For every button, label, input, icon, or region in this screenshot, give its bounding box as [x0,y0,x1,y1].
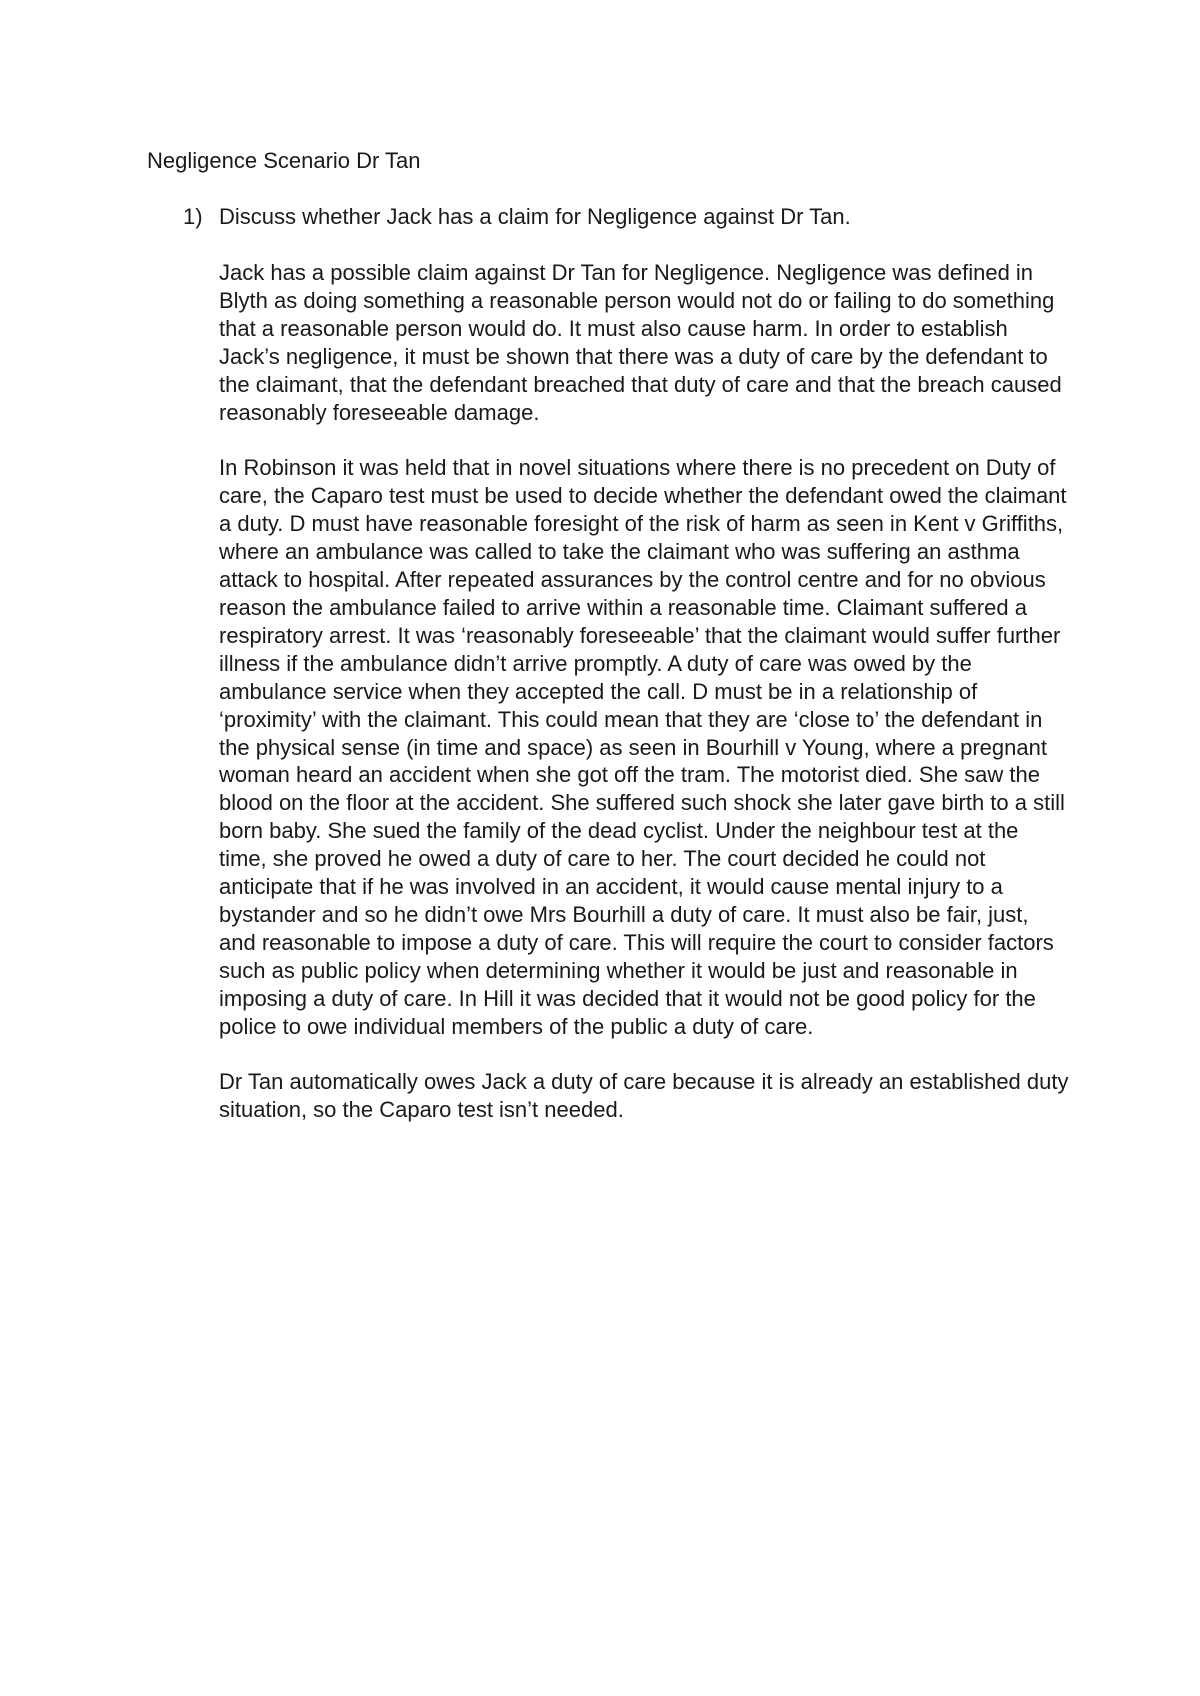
question-text: Discuss whether Jack has a claim for Negligence against Dr Tan. [219,204,851,229]
answer-body [219,259,1069,1124]
paragraph-caparo-test: In Robinson it was held that in novel situations where there is no precedent on Duty of care, the Caparo test must be used to decide whether the defendant owed the claimant a duty. D must have reasonable foresight of the risk of harm as seen in Kent v Griffiths, where an ambulance was called to take the claimant who was suffering an asthma attack to hospital. After repeated assurances by the control centre and for no obvious reason the ambulance failed to arrive within a reasonable time. Claimant suffered a respiratory arrest. It was ‘reasonably foreseeable’ that the claimant would suffer further illness if the ambulance didn’t arrive promptly. A duty of care was owed by the ambulance service when they accepted the call. D must be in a relationship of ‘proximity’ with the claimant. This could mean that they are ‘close to’ the defendant in the physical sense (in time and space) as seen in Bourhill v Young, where a pregnant woman heard an accident when she got off the tram. The motorist died. She saw the blood on the floor at the accident. She suffered such shock she later gave birth to a still born baby. She sued the family of the dead cyclist. Under the neighbour test at the time, she proved he owed a duty of care to her. The court decided he could not anticipate that if he was involved in an accident, it would cause mental injury to a bystander and so he didn’t owe Mrs Bourhill a duty of care. It must also be fair, just, and reasonable to impose a duty of care. This will require the court to consider factors such as public policy when determining whether it would be just and reasonable in imposing a duty of care. In Hill it was decided that it would not be good policy for the police to owe individual members of the public a duty of care. [219,455,1067,1039]
paragraph-negligence-definition: Jack has a possible claim against Dr Tan for Negligence. Negligence was defined in Blyth as doing something a reasonable person would not do or failing to do something that a reasonable person would do. It must also cause harm. In order to establish Jack’s negligence, it must be shown that there was a duty of care by the defendant to the claimant, that the defendant breached that duty of care and that the breach caused reasonably foreseeable damage. [219,260,1062,425]
question-number: 1) [183,204,203,229]
document-title: Negligence Scenario Dr Tan [147,148,421,173]
paragraph-established-duty: Dr Tan automatically owes Jack a duty of care because it is already an established duty situation, so the Caparo test isn’t needed. [219,1069,1069,1123]
